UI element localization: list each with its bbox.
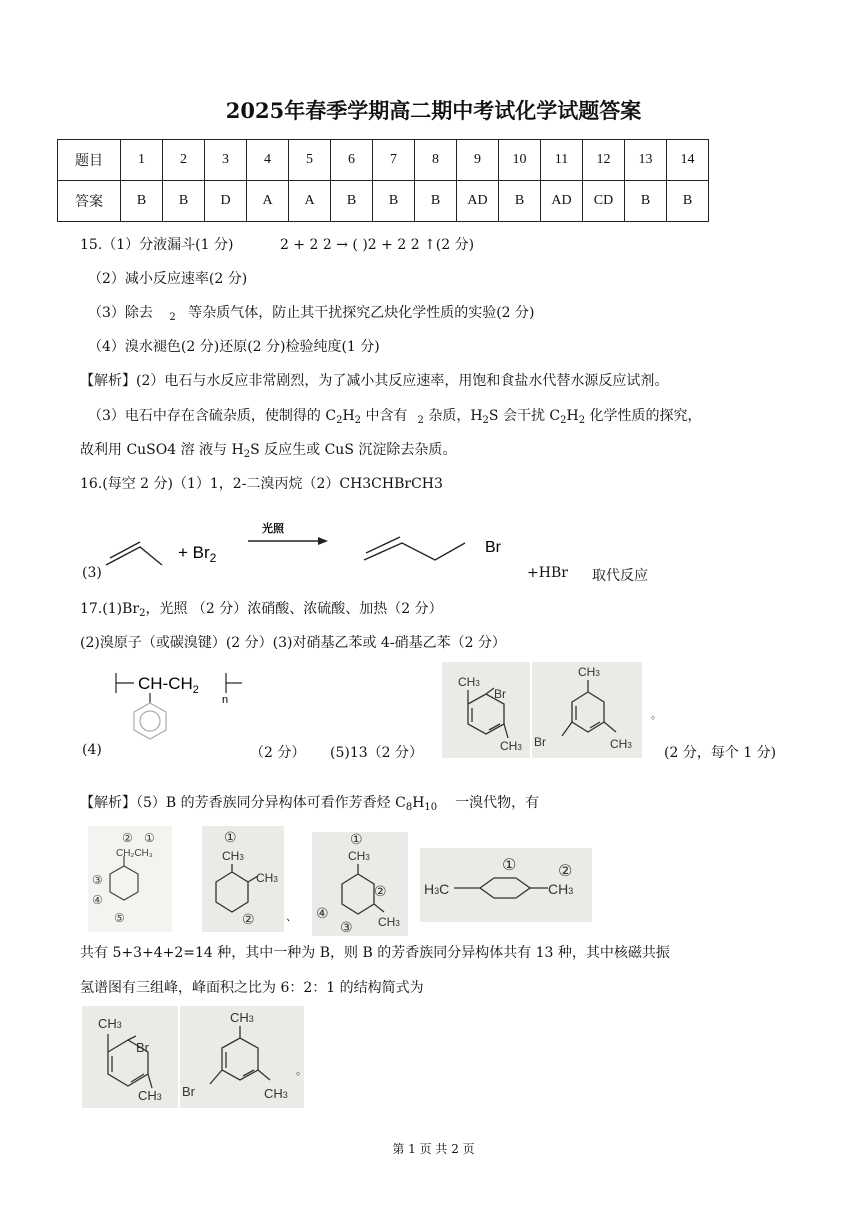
bromine-label: Br xyxy=(485,539,501,556)
polymer-text: $CH-CH_2$ xyxy=(138,674,199,696)
svg-text:③: ③ xyxy=(92,873,103,887)
period-mark: 。 xyxy=(651,708,662,721)
svg-text:④: ④ xyxy=(92,893,103,907)
page-footer: 第 1 页 共 2 页 xyxy=(392,1142,475,1156)
photo-bromo-xylene-c xyxy=(82,1006,178,1108)
q15-line1a: 15.（1）分液漏斗(1 分) xyxy=(80,237,234,253)
svg-text:②: ② xyxy=(558,863,573,880)
period-mark-2: 。 xyxy=(296,1064,307,1077)
svg-text:①: ① xyxy=(502,857,517,874)
page-title: 2025年春季学期高二期中考试化学试题答案 xyxy=(225,98,642,123)
svg-text:⑤: ⑤ xyxy=(114,911,125,925)
q15-line3-a: （3）除去 xyxy=(88,305,153,321)
table-header-cell: 题目 xyxy=(58,140,121,181)
table-cell: 7 xyxy=(373,140,415,181)
table-cell: 12 xyxy=(583,140,625,181)
answer-table xyxy=(57,139,709,222)
q15-explanation-2: （3）电石中存在含硫杂质，使制得的 $C_2H_2$ 中含有 $_2$ 杂质，$H_2S$ 会干扰 $C_2H_2$ 化学性质的探究， xyxy=(88,408,702,426)
table-cell: AD xyxy=(541,181,583,222)
table-cell: B xyxy=(373,181,415,222)
q17-explanation-1: 【解析】（5）B 的芳香族同分异构体可看作芳香烃 $C_8H_{10}$ 一溴代物，有 xyxy=(80,795,540,813)
q15-line3-c: 等杂质气体，防止其干扰探究乙炔化学性质的实验(2 分) xyxy=(188,305,535,321)
q15-line3-b: 2 xyxy=(169,312,176,323)
q15-explanation-3: 故利用 CuSO4 溶 液与 $H_2S$ 反应生或 CuS 沉淀除去杂质。 xyxy=(80,442,457,460)
svg-text:CH3: CH3 xyxy=(138,1088,162,1103)
table-cell: 6 xyxy=(331,140,373,181)
table-cell: A xyxy=(247,181,289,222)
svg-text:CH3: CH3 xyxy=(256,871,278,885)
table-cell: CD xyxy=(583,181,625,222)
photo-p-xylene xyxy=(420,848,592,922)
reaction-type: 取代反应 xyxy=(592,568,648,584)
table-cell: 2 xyxy=(163,140,205,181)
table-cell: 1 xyxy=(121,140,163,181)
svg-text:①: ① xyxy=(224,829,237,845)
q17-line2: (2)溴原子（或碳溴键）(2 分）(3)对硝基乙苯或 4-硝基乙苯（2 分） xyxy=(80,635,506,651)
light-condition: 光照 xyxy=(262,523,284,535)
photo-bromo-xylene-d xyxy=(180,1006,304,1108)
table-cell: 11 xyxy=(541,140,583,181)
q17-part4-label: (4) xyxy=(82,742,102,758)
svg-text:Br: Br xyxy=(494,687,506,701)
polystyrene-structure xyxy=(110,665,260,755)
hbr-product: +HBr xyxy=(527,565,568,581)
q17-explanation-3: 氢谱图有三组峰，峰面积之比为 6：2：1 的结构简式为 xyxy=(80,980,424,996)
allyl-double-bond xyxy=(366,537,400,553)
table-cell: 10 xyxy=(499,140,541,181)
svg-text:CH3: CH3 xyxy=(458,675,480,689)
table-cell: 3 xyxy=(205,140,247,181)
propene-bromination-diagram xyxy=(100,515,520,575)
svg-text:CH3: CH3 xyxy=(548,881,574,897)
q15-line1b: 2 + 2 2 → ( )2 + 2 2 ↑(2 分) xyxy=(280,237,475,253)
photo-ethylbenzene xyxy=(88,826,172,932)
q15-line4: （4）溴水褪色(2 分)还原(2 分)检验纯度(1 分) xyxy=(88,339,380,355)
svg-text:CH3: CH3 xyxy=(348,849,370,863)
q16-part3-label: (3) xyxy=(82,565,102,581)
photo-bromo-xylene-a xyxy=(442,662,530,758)
table-row xyxy=(58,140,709,181)
table-cell: B xyxy=(163,181,205,222)
svg-text:①: ① xyxy=(350,832,363,847)
svg-text:CH₂CH₃: CH₂CH₃ xyxy=(116,848,153,859)
q15-line2: （2）减小反应速率(2 分) xyxy=(88,271,248,287)
svg-text:Br: Br xyxy=(534,735,546,749)
table-cell: B xyxy=(415,181,457,222)
svg-text:CH3: CH3 xyxy=(264,1086,288,1101)
arrow-head xyxy=(318,537,328,545)
table-cell: A xyxy=(289,181,331,222)
svg-text:Br: Br xyxy=(136,1040,149,1055)
svg-text:④: ④ xyxy=(316,905,329,921)
table-cell: 9 xyxy=(457,140,499,181)
photo-o-xylene xyxy=(202,826,284,932)
allyl-bromide-skeleton xyxy=(364,543,465,560)
q15-explanation-1: 【解析】(2）电石与水反应非常剧烈，为了减小其反应速率，用饱和食盐水代替水源反应试剂。 xyxy=(80,373,669,389)
q17-part5-score: (2 分，每个 1 分) xyxy=(664,745,777,761)
plus-br2: + $Br_2$ xyxy=(178,543,217,565)
separator-mark: 、 xyxy=(286,910,297,923)
table-cell: B xyxy=(121,181,163,222)
table-cell: 8 xyxy=(415,140,457,181)
table-cell: 5 xyxy=(289,140,331,181)
table-cell: 4 xyxy=(247,140,289,181)
svg-text:②: ② xyxy=(374,883,387,899)
q17-explanation-2: 共有 5+3+4+2=14 种，其中一种为 B，则 B 的芳香族同分异构体共有 13 种，其中核磁共振 xyxy=(80,945,670,961)
table-cell: B xyxy=(667,181,709,222)
svg-text:H3C: H3C xyxy=(424,881,450,897)
q15-line3 xyxy=(88,302,534,323)
svg-text:③: ③ xyxy=(340,919,353,935)
q17-part5: (5)13（2 分） xyxy=(330,745,424,761)
svg-text:CH3: CH3 xyxy=(230,1010,254,1025)
svg-text:CH3: CH3 xyxy=(222,849,244,863)
q17-part4-score: （2 分） xyxy=(250,745,306,761)
table-row xyxy=(58,181,709,222)
svg-text:CH3: CH3 xyxy=(378,915,400,929)
svg-text:Br: Br xyxy=(182,1084,195,1099)
table-header-cell: 答案 xyxy=(58,181,121,222)
svg-text:②: ② xyxy=(242,911,255,927)
table-cell: B xyxy=(331,181,373,222)
photo-bromo-xylene-b xyxy=(532,662,642,758)
table-cell: 14 xyxy=(667,140,709,181)
q17-line1: $17.(1)Br_2$，光照 （2 分）浓硝酸、浓硫酸、加热（2 分） xyxy=(80,601,443,619)
svg-text:CH3: CH3 xyxy=(578,665,600,679)
svg-text:CH3: CH3 xyxy=(610,737,632,751)
q16-line1: 16.(每空 2 分)（1）1，2-二溴丙烷（2）CH3CHBrCH3 xyxy=(80,476,443,492)
svg-text:CH3: CH3 xyxy=(500,739,522,753)
table-cell: AD xyxy=(457,181,499,222)
svg-text:CH3: CH3 xyxy=(98,1016,122,1031)
photo-m-xylene xyxy=(312,832,408,936)
table-cell: D xyxy=(205,181,247,222)
polymer-n: n xyxy=(222,694,229,706)
svg-text:①: ① xyxy=(144,831,155,845)
table-cell: 13 xyxy=(625,140,667,181)
svg-text:②: ② xyxy=(122,831,133,845)
table-cell: B xyxy=(499,181,541,222)
table-cell: B xyxy=(625,181,667,222)
